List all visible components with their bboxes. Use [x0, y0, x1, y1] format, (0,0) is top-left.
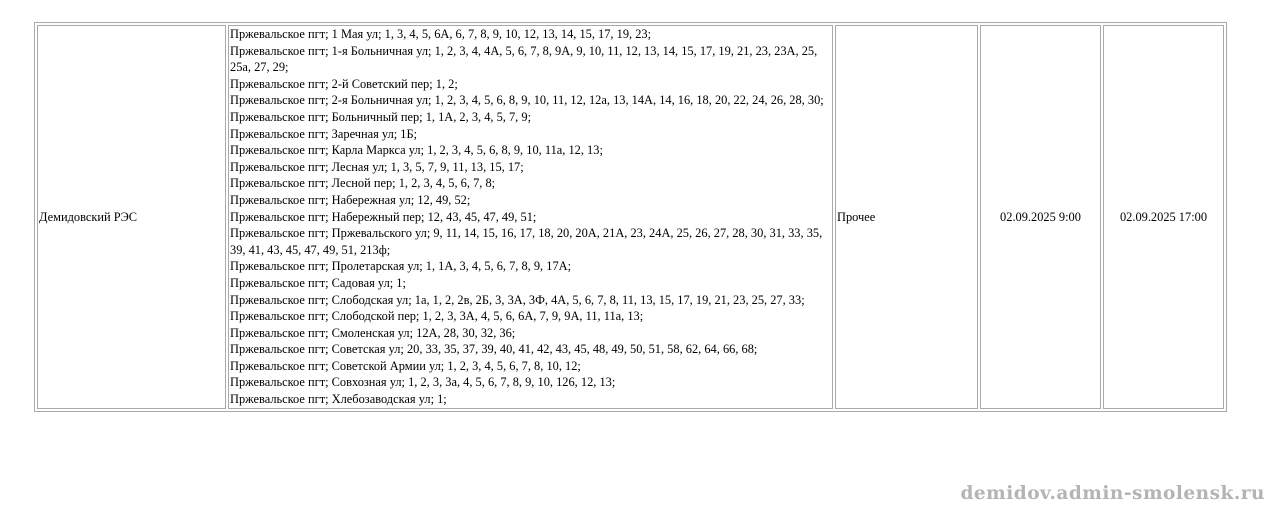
table-row: [37, 25, 1224, 409]
end-time-cell: 02.09.2025 17:00: [1103, 25, 1224, 409]
address-line: Пржевальское пгт; 1-я Больничная ул; 1, 2, 3, 4, 4А, 5, 6, 7, 8, 9А, 9, 10, 11, 12, 13, 14, 15, 17, 19, 21, 23, 23А, 25, 25а, 27, 29;: [230, 43, 818, 75]
site-watermark: demidov.admin-smolensk.ru: [960, 483, 1265, 504]
address-line: Пржевальское пгт; Заречная ул; 1Б;: [230, 126, 418, 141]
address-line: Пржевальское пгт; Лесной пер; 1, 2, 3, 4, 5, 6, 7, 8;: [230, 176, 496, 191]
address-cell: [228, 25, 833, 409]
address-line: Пржевальское пгт; Слободской пер; 1, 2, 3, 3А, 4, 5, 6, 6А, 7, 9, 9А, 11, 11а, 13;: [230, 309, 644, 324]
address-line: Пржевальское пгт; 1 Мая ул; 1, 3, 4, 5, 6А, 6, 7, 8, 9, 10, 12, 13, 14, 15, 17, 19, 23;: [230, 27, 652, 41]
start-time-cell: 02.09.2025 9:00: [980, 25, 1101, 409]
address-line: Пржевальское пгт; Смоленская ул; 12А, 28, 30, 32, 36;: [230, 325, 516, 340]
address-line: Пржевальское пгт; Карла Маркса ул; 1, 2, 3, 4, 5, 6, 8, 9, 10, 11а, 12, 13;: [230, 143, 603, 158]
address-line: Пржевальское пгт; Набережный пер; 12, 43, 45, 47, 49, 51;: [230, 209, 537, 224]
address-line: Пржевальское пгт; Слободская ул; 1а, 1, 2, 2в, 2Б, 3, 3А, 3Ф, 4А, 5, 6, 7, 8, 11, 13, 15, 17, 19, 21, 23, 25, 27, 33;: [230, 292, 805, 307]
address-line: Пржевальское пгт; Садовая ул; 1;: [230, 275, 406, 290]
address-line: Пржевальское пгт; 2-я Больничная ул; 1, 2, 3, 4, 5, 6, 8, 9, 10, 11, 12, 12а, 13, 14А, 14, 16, 18, 20, 22, 24, 26, 28, 30;: [230, 93, 824, 108]
address-line: Пржевальское пгт; Советская ул; 20, 33, 35, 37, 39, 40, 41, 42, 43, 45, 48, 49, 50, 51, 58, 62, 64, 66, 68;: [230, 342, 758, 357]
address-line: Пржевальское пгт; 2-й Советский пер; 1, 2;: [230, 76, 458, 91]
address-line: Пржевальское пгт; Советской Армии ул; 1, 2, 3, 4, 5, 6, 7, 8, 10, 12;: [230, 358, 581, 373]
outage-type-cell: Прочее: [835, 25, 978, 409]
address-line: Пржевальское пгт; Лесная ул; 1, 3, 5, 7, 9, 11, 13, 15, 17;: [230, 159, 524, 174]
address-line: Пржевальское пгт; Пржевальского ул; 9, 11, 14, 15, 16, 17, 18, 20, 20А, 21А, 23, 24А, 25, 26, 27, 28, 30, 31, 33, 35, 39, 41, 43, 45, 47, 49, 51, 213ф;: [230, 226, 823, 257]
address-line: Пржевальское пгт; Больничный пер; 1, 1А, 2, 3, 4, 5, 7, 9;: [230, 109, 532, 124]
address-line: Пржевальское пгт; Хлебозаводская ул; 1;: [230, 392, 447, 407]
address-line: Пржевальское пгт; Пролетарская ул; 1, 1А, 3, 4, 5, 6, 7, 8, 9, 17А;: [230, 259, 572, 274]
address-line: Пржевальское пгт; Набережная ул; 12, 49, 52;: [230, 192, 471, 207]
res-cell: Демидовский РЭС: [37, 25, 226, 409]
outage-table: [34, 22, 1227, 412]
address-line: Пржевальское пгт; Совхозная ул; 1, 2, 3, 3а, 4, 5, 6, 7, 8, 9, 10, 126, 12, 13;: [230, 375, 616, 390]
